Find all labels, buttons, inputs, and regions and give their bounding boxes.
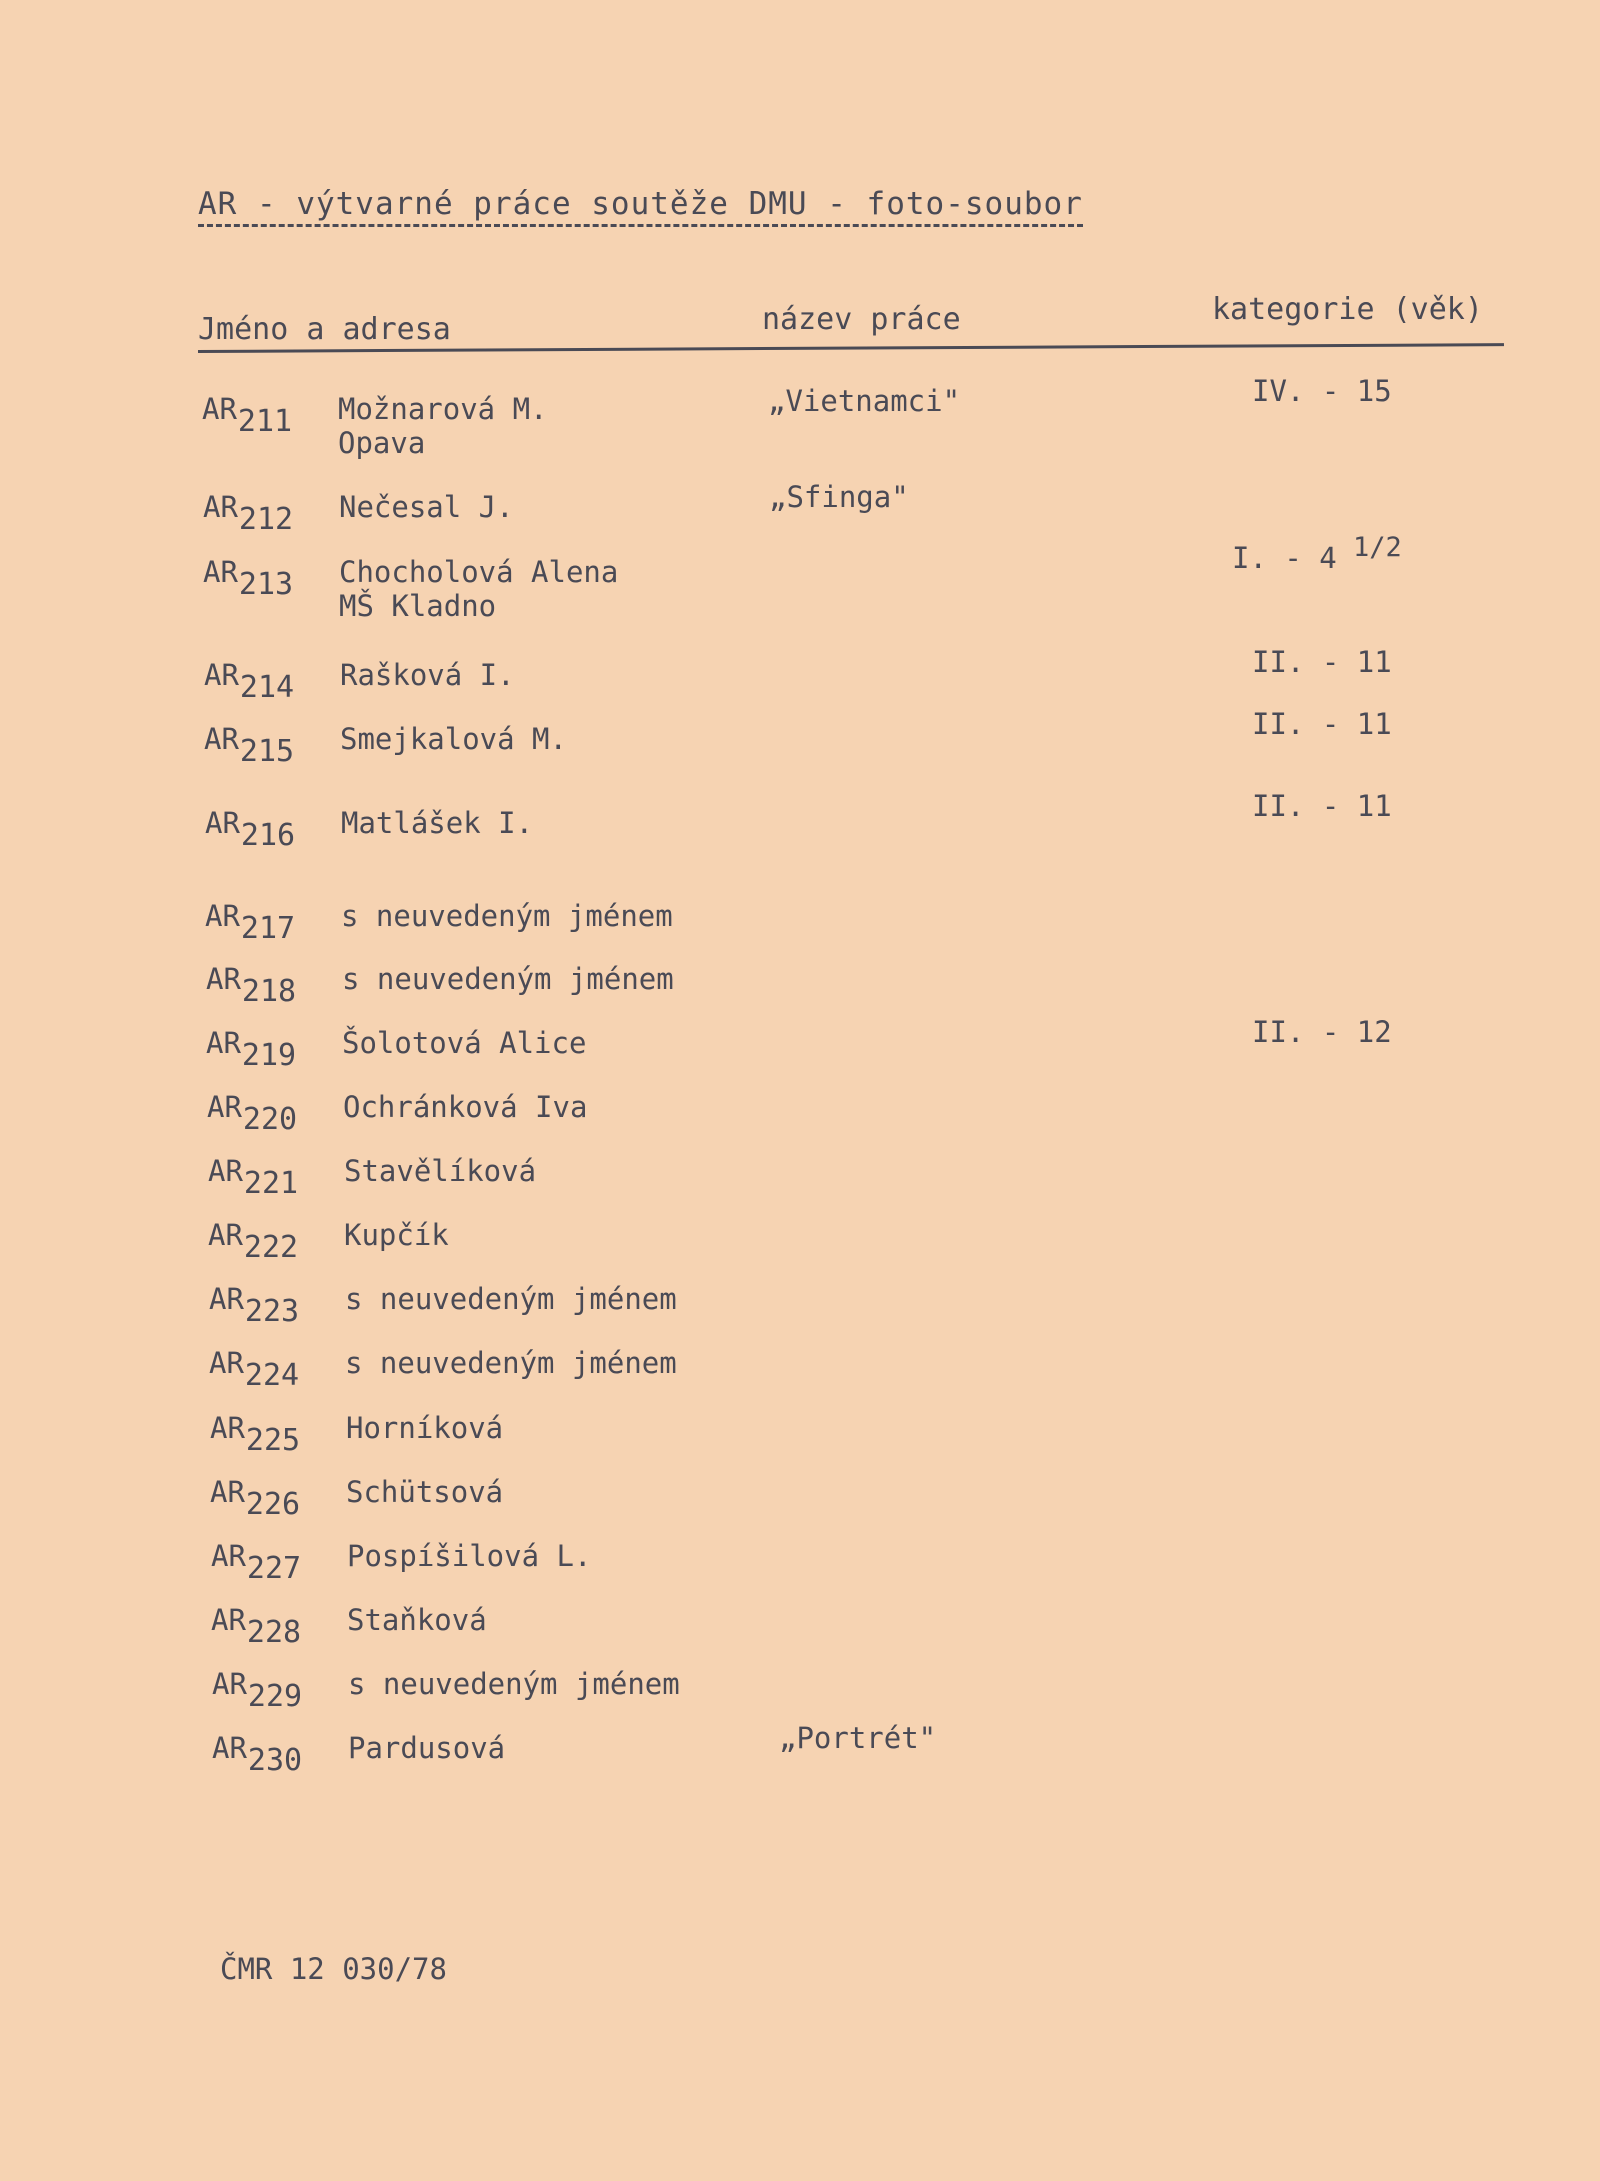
entry-category: II. - 11 (1252, 707, 1392, 741)
entry-category: II. - 12 (1252, 1015, 1392, 1049)
document-footer: ČMR 12 030/78 (220, 1952, 447, 1986)
entry-name-text: s neuvedeným jménem (345, 1282, 677, 1316)
entry-code: $AR_{230}$ (212, 1731, 303, 1778)
entry-code: $AR_{224}$ (209, 1346, 300, 1393)
entry-code: $AR_{214}$ (204, 658, 295, 705)
entry-code: $AR_{226}$ (210, 1475, 301, 1522)
entry-name-text: Nečesal J. (339, 490, 514, 524)
entry-work-title: „Sfinga" (769, 480, 909, 514)
entry-name (348, 1667, 680, 1701)
entry-name-text: Kupčík (344, 1218, 449, 1252)
entry-category: I. - 4 $^{1/2}$ (1232, 532, 1402, 575)
entry-name-text: Staňková (347, 1603, 487, 1637)
entry-name-text: Chocholová Alena (339, 555, 619, 589)
entry-name-text: s neuvedeným jménem (345, 1346, 677, 1380)
entry-code: $AR_{227}$ (211, 1539, 302, 1586)
entry-code: $AR_{223}$ (209, 1282, 300, 1329)
entry-name-text: s neuvedeným jménem (341, 899, 673, 933)
entry-name (341, 899, 673, 933)
entry-name-text: Stavělíková (344, 1154, 537, 1188)
entry-name (344, 1218, 449, 1252)
entry-name-text: s neuvedeným jménem (342, 962, 674, 996)
entry-category: II. - 11 (1252, 645, 1392, 679)
entry-name (344, 1154, 536, 1188)
entry-name (340, 658, 515, 692)
entry-name-text: Smejkalová M. (340, 722, 567, 756)
entry-name-text: s neuvedeným jménem (348, 1667, 680, 1701)
entry-name (338, 392, 548, 460)
entry-code: $AR_{218}$ (206, 962, 297, 1009)
entry-name (345, 1346, 677, 1380)
entry-code: $AR_{219}$ (206, 1026, 297, 1073)
entry-name (348, 1731, 505, 1765)
entry-work-title: „Vietnamci" (768, 384, 961, 418)
entry-name (346, 1411, 503, 1445)
entry-code: $AR_{216}$ (205, 806, 296, 853)
entry-name (342, 962, 674, 996)
entry-name (347, 1539, 591, 1573)
entry-code: $AR_{229}$ (212, 1667, 303, 1714)
entry-code: $AR_{217}$ (205, 899, 296, 946)
entry-name (342, 1026, 586, 1060)
entry-name (343, 1090, 587, 1124)
entry-name-text: Schütsová (346, 1475, 504, 1509)
document-title: AR - výtvarné práce soutěže DMU - foto-soubor (198, 186, 1083, 227)
entry-code: $AR_{220}$ (207, 1090, 298, 1137)
entry-name-text: Ochránková Iva (343, 1090, 588, 1124)
entry-work-title: „Portrét" (779, 1721, 937, 1755)
entry-name (345, 1282, 677, 1316)
entry-category-fraction: 1/2 (1336, 532, 1402, 563)
entry-name (341, 806, 533, 840)
entry-code: $AR_{228}$ (211, 1603, 302, 1650)
entry-name-text: Rašková I. (340, 658, 515, 692)
entry-name-text: Možnarová M. (338, 392, 548, 426)
column-header-category: kategorie (věk) (1212, 292, 1483, 327)
entry-name (340, 722, 567, 756)
entry-code: $AR_{215}$ (204, 722, 295, 769)
entry-name-text: Šolotová Alice (342, 1026, 587, 1060)
column-header-name: Jméno a adresa (198, 312, 451, 347)
entry-name (339, 490, 514, 524)
entry-code: $AR_{222}$ (208, 1218, 299, 1265)
entry-code: $AR_{221}$ (208, 1154, 299, 1201)
entry-name-text: Matlášek I. (341, 806, 534, 840)
entry-name (339, 555, 618, 623)
entry-address: MŠ Kladno (339, 589, 497, 623)
entry-code: $AR_{211}$ (202, 392, 293, 439)
entry-name-text: Pardusová (348, 1731, 506, 1765)
entry-name (347, 1603, 487, 1637)
entry-code: $AR_{225}$ (210, 1411, 301, 1458)
entry-name-text: Pospíšilová L. (347, 1539, 592, 1573)
entry-code: $AR_{213}$ (203, 555, 294, 602)
entry-category: II. - 11 (1252, 789, 1392, 823)
entry-category: IV. - 15 (1252, 374, 1392, 408)
entry-address: Opava (338, 426, 426, 460)
entry-name (346, 1475, 503, 1509)
entry-name-text: Horníková (346, 1411, 504, 1445)
column-header-work: název práce (762, 302, 961, 337)
entry-code: $AR_{212}$ (203, 490, 294, 537)
